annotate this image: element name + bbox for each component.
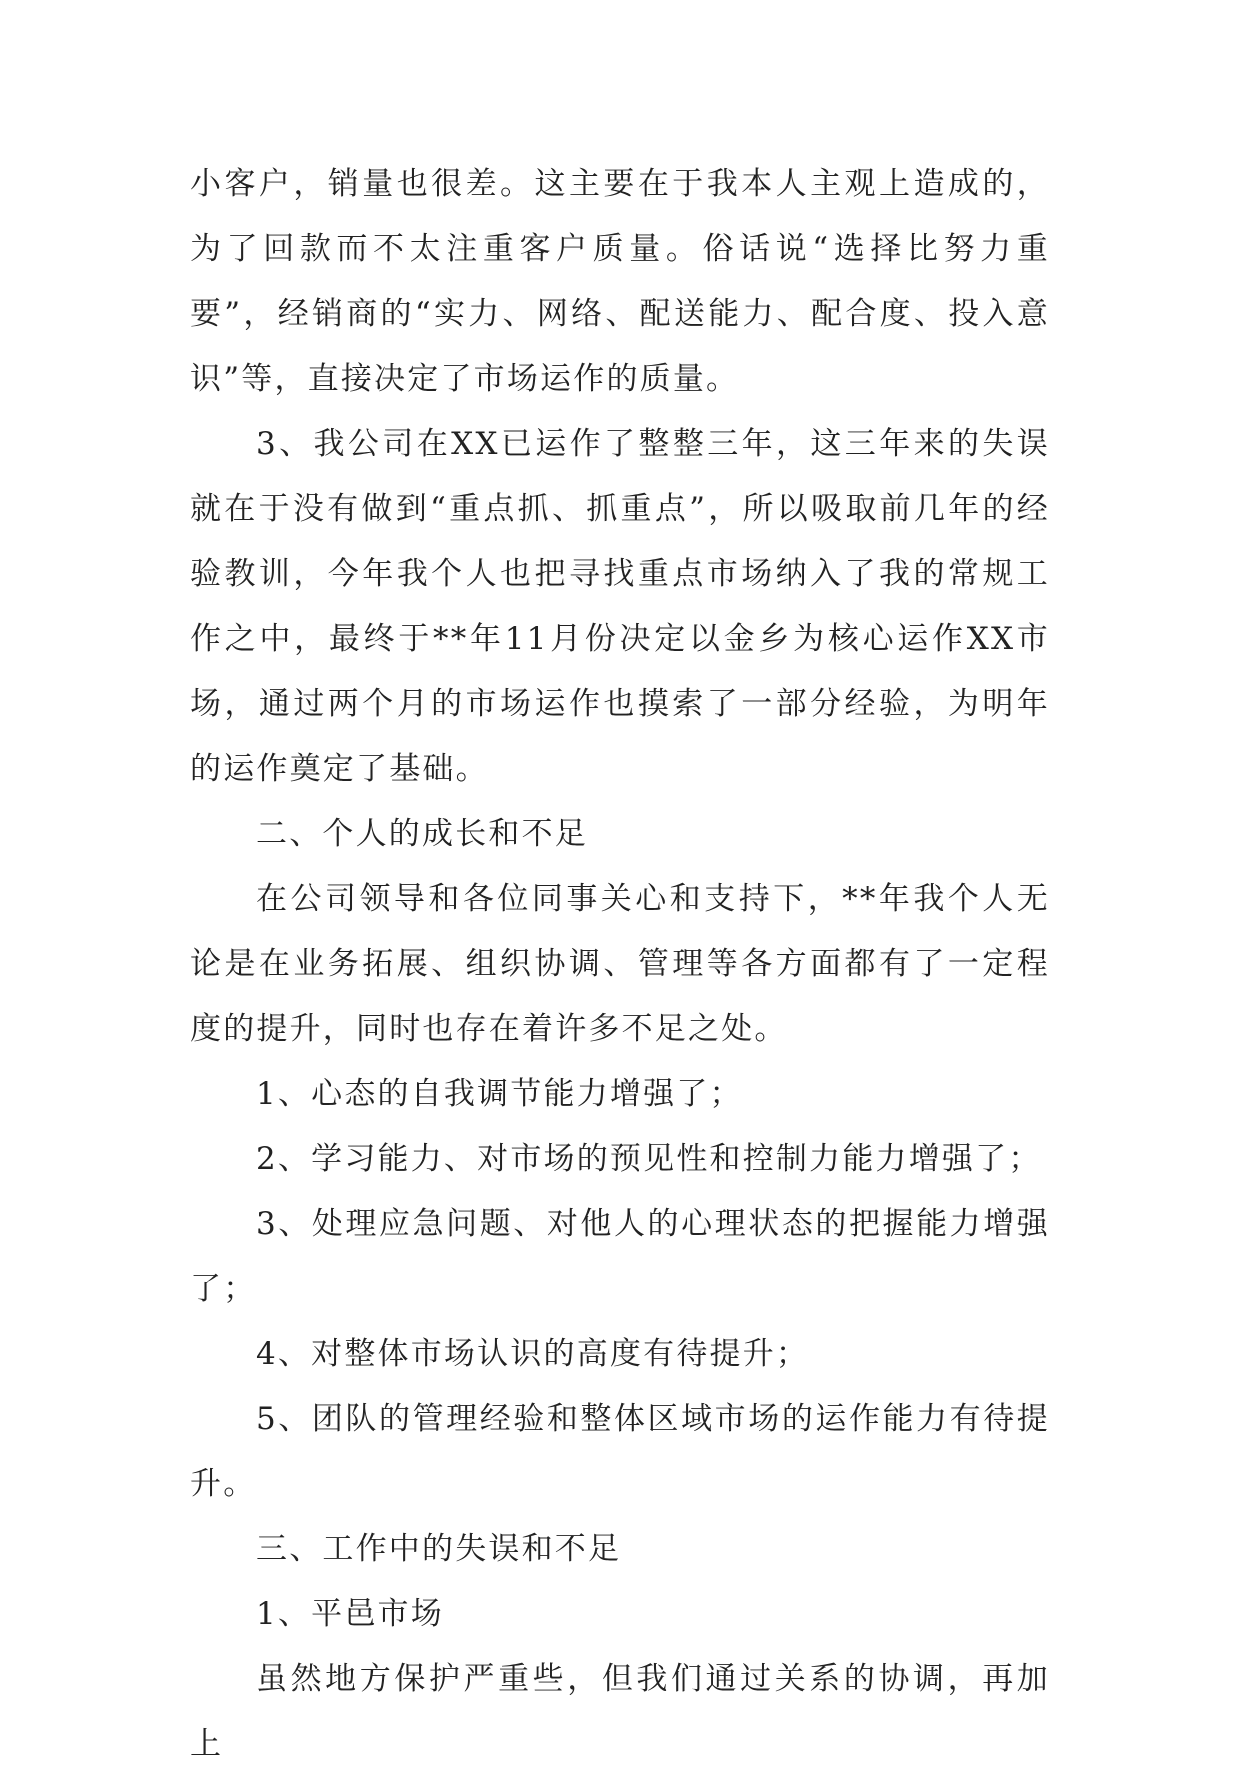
paragraph-customer-quality: 小客户，销量也很差。这主要在于我本人主观上造成的，为了回款而不太注重客户质量。俗话说“选择比努力重要”，经销商的“实力、网络、配送能力、配合度、投入意识”等，直接决定了市场运作的质量。 bbox=[190, 166, 1050, 397]
list-item-2: 2、学习能力、对市场的预见性和控制力能力增强了； bbox=[256, 1141, 1042, 1177]
section-heading-growth: 二、个人的成长和不足 bbox=[256, 816, 588, 852]
subheading-pingyi-market: 1、平邑市场 bbox=[256, 1596, 444, 1632]
paragraph-pingyi-start: 虽然地方保护严重些，但我们通过关系的协调，再加上 bbox=[190, 1661, 1050, 1762]
paragraph-growth-intro: 在公司领导和各位同事关心和支持下，**年我个人无论是在业务拓展、组织协调、管理等各方面都有了一定程度的提升，同时也存在着许多不足之处。 bbox=[190, 881, 1050, 1047]
list-item-1: 1、心态的自我调节能力增强了； bbox=[256, 1076, 743, 1112]
section-heading-mistakes: 三、工作中的失误和不足 bbox=[256, 1531, 622, 1567]
paragraph-point-3-focus-market: 3、我公司在XX已运作了整整三年，这三年来的失误就在于没有做到“重点抓、抓重点”，所以吸取前几年的经验教训，今年我个人也把寻找重点市场纳入了我的常规工作之中，最终于**年11月份决定以金乡为核心运作XX市场，通过两个月的市场运作也摸索了一部分经验，为明年的运作奠定了基础。 bbox=[190, 426, 1050, 787]
list-item-4: 4、对整体市场认识的高度有待提升； bbox=[256, 1336, 810, 1372]
list-item-3: 3、处理应急问题、对他人的心理状态的把握能力增强了； bbox=[190, 1206, 1050, 1307]
body-text bbox=[190, 152, 1050, 1777]
list-item-5: 5、团队的管理经验和整体区域市场的运作能力有待提升。 bbox=[190, 1401, 1050, 1502]
